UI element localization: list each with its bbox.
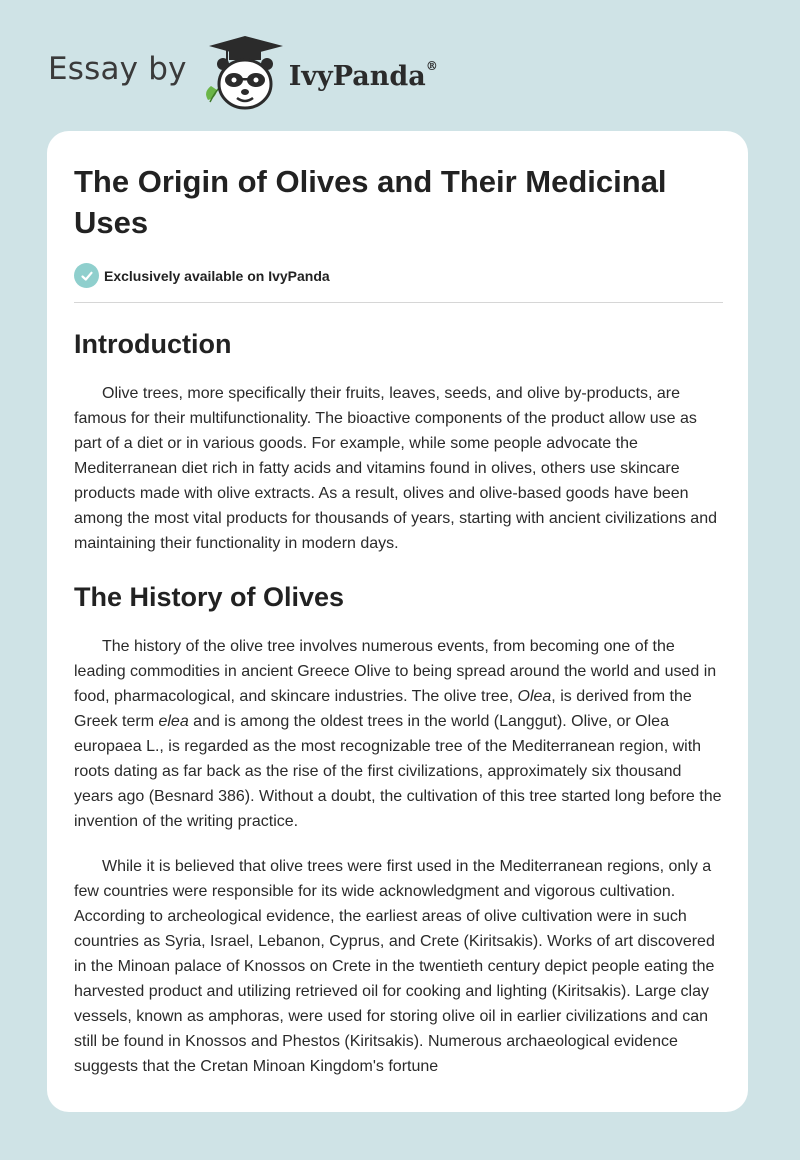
italic-term: Olea [517,688,552,705]
paragraph-text: and is among the oldest trees in the world (Langgut). Olive, or Olea europaea L., is regarded as the most recognizable tree of the Mediterranean region, with roots dating as far back as the rise of the first civilizations, approximately six thousand years ago (Besnard 386). Without a doubt, the cultivation of this tree started long before the invention of the writing practice. [74,713,722,830]
essay-content [74,161,723,1079]
checkmark-icon [74,263,99,288]
trademark-symbol: ® [425,58,438,73]
paragraph: While it is believed that olive trees were first used in the Mediterranean regions, only a few countries were responsible for its wide acknowledgment and vigorous cultivation. According to archeological evidence, the earliest areas of olive cultivation were in such countries as Syria, Israel, Lebanon, Cyprus, and Crete (Kiritsakis). Works of art discovered in the Minoan palace of Knossos on Crete in the twentieth century depict people eating the harvested product and utilizing retrieved oil for cooking and lighting (Kiritsakis). Large clay vessels, known as amphoras, were used for storing olive oil in earlier civilizations and can still be found in Knossos and Phestos (Kiritsakis). Numerous archaeological evidence suggests that the Cretan Minoan Kingdom's fortune [74,858,715,1075]
panda-logo-icon[interactable] [201,34,289,114]
essay-by-label: Essay by [48,51,187,87]
paragraph: Olive trees, more specifically their fruits, leaves, seeds, and olive by-products, are famous for their multifunctionality. The bioactive components of the product allow use as part of a diet or in various goods. For example, while some people advocate the Mediterranean diet rich in fatty acids and vitamins found in olives, others use skincare products made with olive extracts. As a result, olives and olive-based goods have been among the most vital products for thousands of years, starting with ancient civilizations and maintaining their functionality in modern days. [74,385,717,552]
brand-text[interactable]: IvyPanda [288,60,426,92]
divider [74,302,723,303]
italic-term: elea [158,713,189,730]
section-heading-introduction: Introduction [74,329,232,359]
essay-title: The Origin of Olives and Their Medicinal Uses [74,164,667,240]
site-header [48,34,438,114]
paragraph-text: , is derived from the Greek term [74,688,692,730]
paragraph-text: The history of the olive tree involves numerous events, from becoming one of the leading commodities in ancient Greece Olive to being spread around the world and used in food, pharmacological, and skincare industries. The olive tree, [74,638,717,705]
essay-card [47,131,748,1112]
section-heading-history: The History of Olives [74,582,345,612]
exclusive-badge [74,263,723,288]
exclusive-badge-text: Exclusively available on IvyPanda [104,267,330,284]
brand-name[interactable] [288,58,438,92]
paragraph [74,634,723,834]
